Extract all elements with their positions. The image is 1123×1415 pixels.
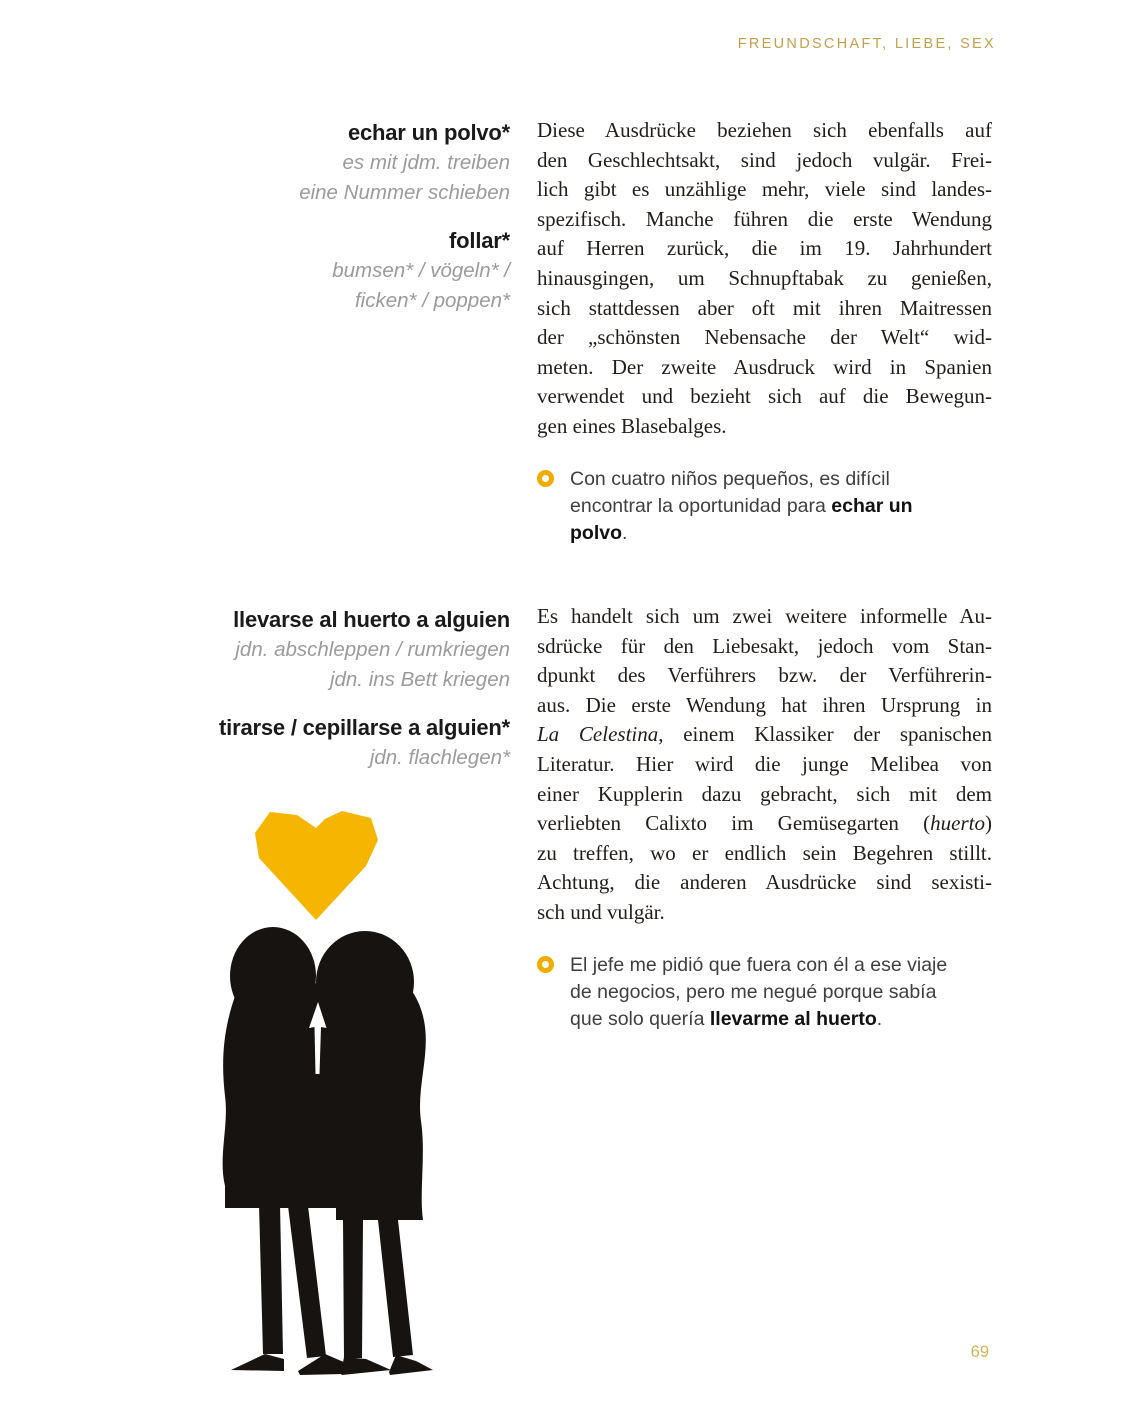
term-group (130, 118, 510, 208)
spanish-term: llevarse al huerto a alguien (233, 607, 510, 632)
text-line: gen eines Blasebalges. (537, 413, 727, 438)
german-translation: ficken* / poppen* (354, 289, 510, 312)
text-line: Es handelt sich um zwei weitere informelle Au- (537, 604, 992, 628)
example-text-1 (570, 466, 995, 547)
example-sentence-1 (537, 466, 995, 547)
text-line: lich gibt es unzählige mehr, viele sind landes- (537, 177, 992, 202)
text-line: einer Kupplerin dazu gebracht, sich mit dem (537, 781, 992, 806)
text-line: verliebten Calixto im Gemüsegarten (huerto) (537, 811, 992, 836)
text-line: verwendet und bezieht sich auf die Bewegun- (537, 384, 992, 409)
example-text-2 (570, 952, 995, 1033)
text-line: den Geschlechtsakt, sind jedoch vulgär. Frei- (537, 147, 992, 172)
text-line: sdrücke für den Liebesakt, jedoch vom Stan- (537, 633, 992, 658)
kissing-couple-silhouette (223, 927, 433, 1375)
text-line: dpunkt des Verführers bzw. der Verführerin- (537, 663, 992, 688)
text-line: Con cuatro niños pequeños, es difícil (570, 468, 890, 490)
text-line: Achtung, die anderen Ausdrücke sind sexisti- (537, 870, 992, 895)
text-line: que solo quería llevarme al huerto. (570, 1008, 883, 1030)
text-line: spezifisch. Manche führen die erste Wendung (537, 206, 992, 231)
german-translation: eine Nummer schieben (299, 181, 510, 204)
text-line: de negocios, pero me negué porque sabía (570, 981, 937, 1003)
text-line: der „schönsten Nebensache der Welt“ wid- (537, 325, 992, 350)
text-line: sch und vulgär. (537, 899, 665, 924)
text-line: sich stattdessen aber oft mit ihren Maitressen (537, 295, 992, 320)
text-line: El jefe me pidió que fuera con él a ese viaje (570, 954, 948, 976)
term-group (130, 605, 510, 695)
text-line: aus. Die erste Wendung hat ihren Ursprung in (537, 692, 992, 717)
spanish-term: follar* (449, 228, 510, 253)
heart-icon (255, 811, 378, 920)
spanish-term: tirarse / cepillarse a alguien* (219, 715, 510, 740)
text-line: zu treffen, wo er endlich sein Begehren stillt. (537, 840, 992, 865)
running-header: FREUNDSCHAFT, LIEBE, SEX (737, 36, 996, 52)
german-translation: es mit jdm. treiben (342, 151, 510, 174)
spanish-term: echar un polvo* (347, 120, 510, 145)
german-translation: jdn. abschleppen / rumkriegen (235, 638, 510, 661)
term-list-llevarse-al-huerto (130, 605, 510, 773)
page-number: 69 (970, 1343, 989, 1361)
text-line: Diese Ausdrücke beziehen sich ebenfalls auf (537, 118, 992, 142)
text-line: Literatur. Hier wird die junge Melibea von (537, 751, 992, 776)
text-line: hinausgingen, um Schnupftabak zu genießen, (537, 265, 992, 290)
example-bullet-icon (537, 956, 554, 973)
text-line: La Celestina, einem Klassiker der spanischen (537, 722, 992, 747)
german-translation: jdn. ins Bett kriegen (329, 668, 510, 691)
example-bullet-icon (537, 470, 554, 487)
text-line: polvo. (570, 522, 628, 544)
text-line: meten. Der zweite Ausdruck wird in Spanien (537, 354, 992, 379)
term-list-echar-un-polvo (130, 118, 510, 316)
german-translation: bumsen* / vögeln* / (332, 259, 510, 282)
couple-heart-illustration (185, 806, 485, 1383)
text-line: encontrar la oportunidad para echar un (570, 495, 913, 517)
term-group (130, 226, 510, 316)
text-line: auf Herren zurück, die im 19. Jahrhundert (537, 236, 992, 261)
explanation-paragraph-1 (537, 116, 992, 442)
term-group (130, 713, 510, 773)
example-sentence-2 (537, 952, 995, 1033)
german-translation: jdn. flachlegen* (369, 746, 510, 769)
explanation-paragraph-2 (537, 602, 992, 928)
